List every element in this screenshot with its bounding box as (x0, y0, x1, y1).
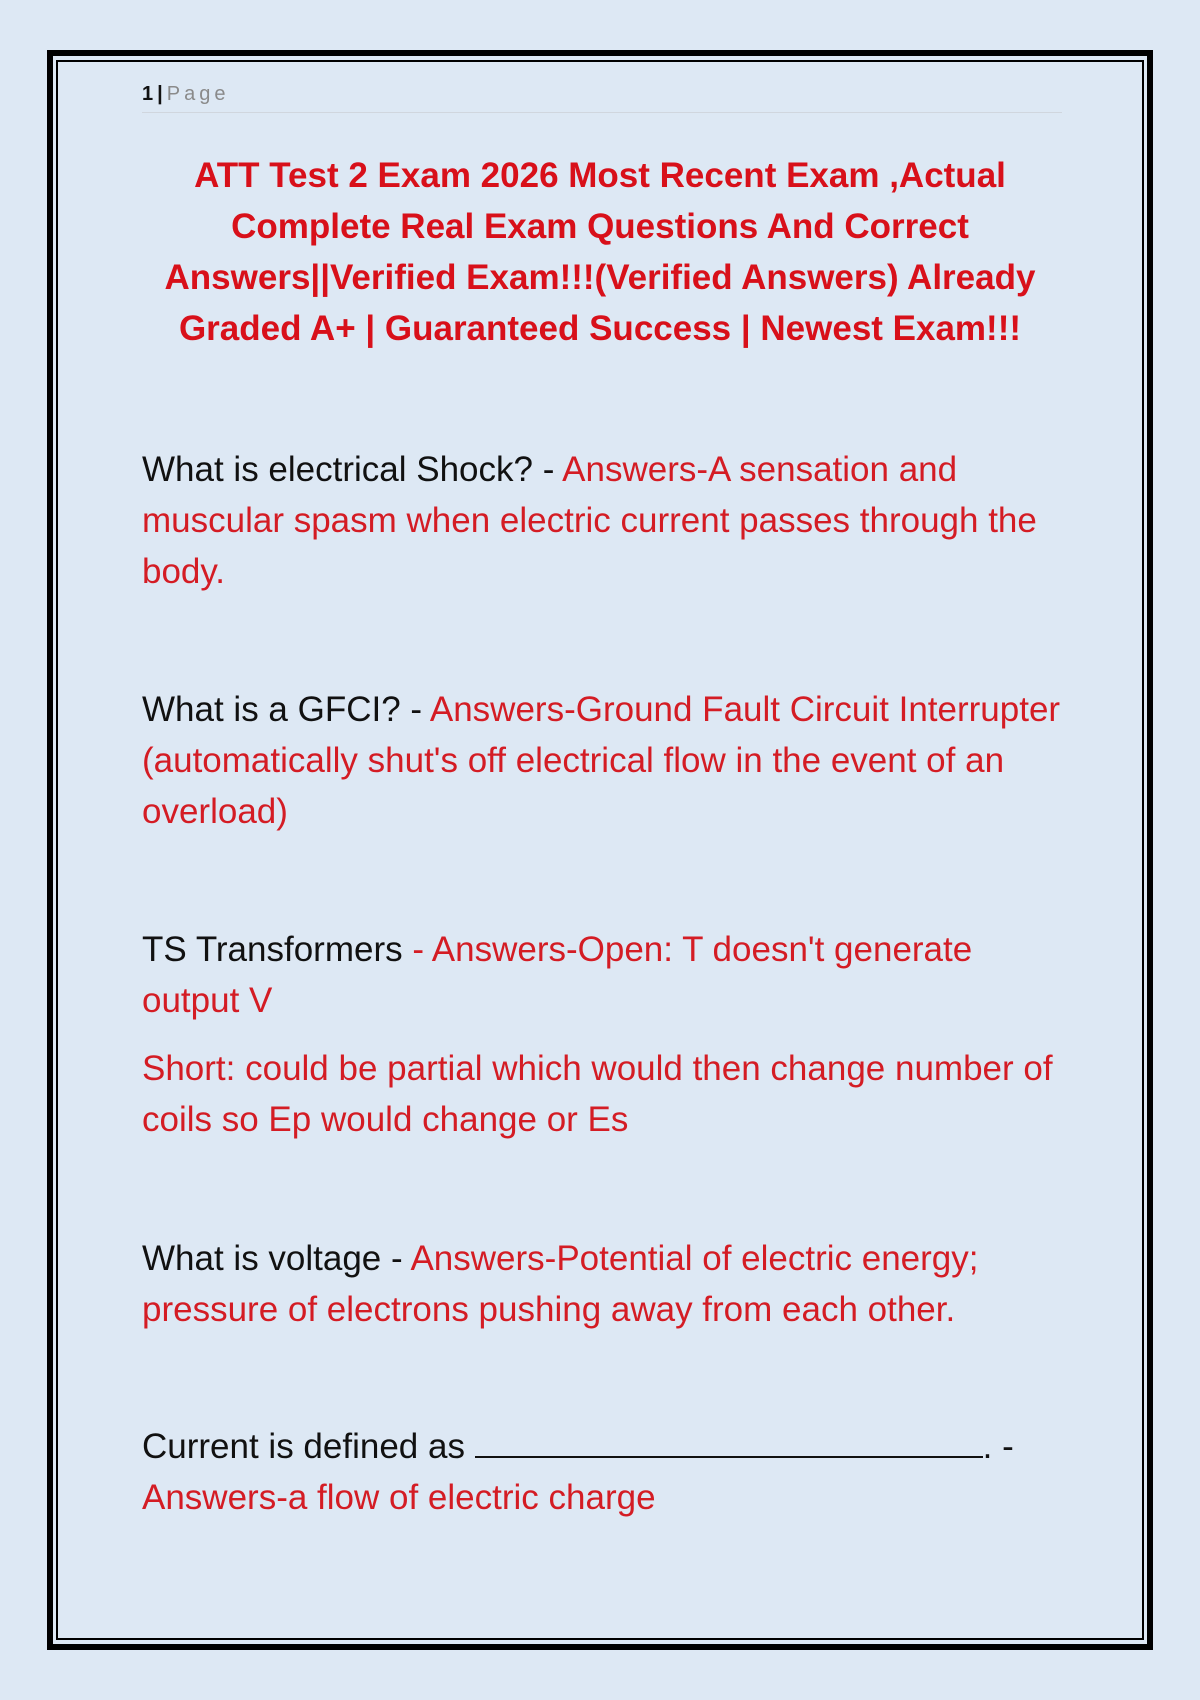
qa-item (142, 924, 1062, 1145)
answer-text: Answers-A sensation and muscular spasm when electric current passes through the body. (142, 450, 1037, 591)
page-number: 1 (142, 83, 154, 105)
fill-in-blank-line (475, 1426, 983, 1458)
question-suffix: . - (982, 1427, 1014, 1466)
answer-text: Answers-a flow of electric charge (142, 1478, 656, 1517)
page-header (142, 80, 1062, 113)
question-text: What is electrical Shock? - (142, 450, 563, 489)
answer-text: Answers-Ground Fault Circuit Interrupter (automatically shut's off electrical flow in the event of an overload) (142, 690, 1061, 831)
question-text: What is a GFCI? - (142, 690, 430, 729)
qa-item (142, 684, 1062, 837)
document-title: ATT Test 2 Exam 2026 Most Recent Exam ,Actual Complete Real Exam Questions And Correct Answers||Verified Exam!!!(Verified Answers) Already Graded A+ | Guaranteed Success | Newest Exam!!! (164, 156, 1036, 348)
answer-text: Answers-Potential of electric energy; pressure of electrons pushing away from each other. (142, 1239, 979, 1329)
question-text: TS Transformers (142, 930, 403, 969)
answer-text: - Answers-Open: T doesn't generate output V (142, 930, 973, 1020)
page-word: Page (166, 83, 230, 105)
qa-item (142, 1233, 1062, 1335)
qa-item (142, 1421, 1062, 1523)
qa-item (142, 444, 1062, 597)
answer-continued-text: Short: could be partial which would then change number of coils so Ep would change or Es (142, 1049, 1053, 1139)
page-separator: | (157, 83, 163, 105)
question-text: Current is defined as (142, 1427, 475, 1466)
question-text: What is voltage - (142, 1239, 411, 1278)
